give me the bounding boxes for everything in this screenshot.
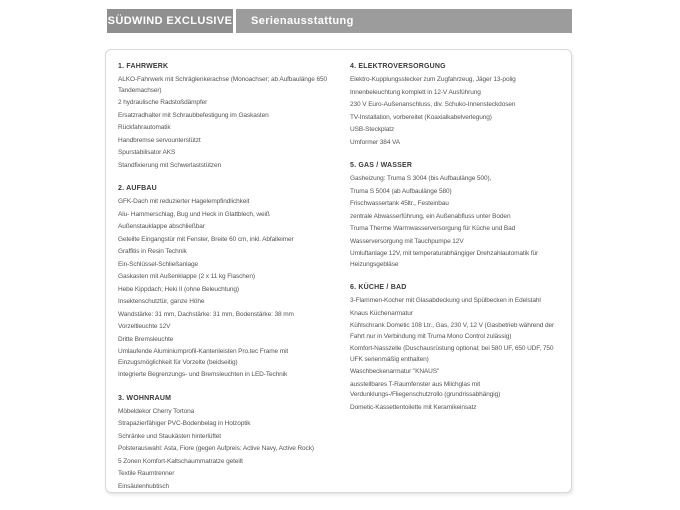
title-bar bbox=[107, 9, 572, 33]
feature-item: Truma Therme Warmwasserversorgung für Küche und Bad bbox=[350, 225, 516, 232]
right-column bbox=[350, 63, 559, 482]
feature-item: ALKO-Fahrwerk mit Schräglenkerachse (Monoachser; ab Aufbaulänge 650 Tandemachser) bbox=[118, 76, 328, 94]
feature-item: Graffitis in Resin Technik bbox=[118, 248, 187, 255]
feature-item: Möbeldekor Cherry Tortona bbox=[118, 407, 195, 415]
feature-item: Spurstabilisator AKS bbox=[118, 149, 176, 156]
page-title: Serienausstattung bbox=[236, 9, 572, 33]
section-heading: 4. ELEKTROVERSORGUNG bbox=[350, 63, 446, 70]
feature-item: Truma S 5004 (ab Aufbaulänge 580) bbox=[350, 187, 452, 195]
spec-section bbox=[118, 395, 342, 495]
feature-item: Komfort-Nasszelle (Duschausrüstung optional; bei 580 UF, 650 UDF, 750 UFK serienmäßig enthalten) bbox=[350, 345, 554, 363]
equipment-list-panel bbox=[105, 49, 572, 493]
feature-item: Einsäulenhubtisch bbox=[118, 482, 170, 490]
feature-item: Frischwassertank 45ltr., Festeinbau bbox=[350, 200, 449, 207]
section-heading: 1. FAHRWERK bbox=[118, 63, 169, 70]
feature-item: Waschbeckenarmatur "KNAUS" bbox=[350, 368, 440, 375]
feature-item: Textile Raumtrenner bbox=[118, 470, 175, 477]
feature-item: Integrierte Begrenzungs- und Bremsleuchten in LED-Technik bbox=[118, 371, 288, 378]
feature-item: zentrale Abwasserführung, ein Außenabfluss unter Boden bbox=[350, 212, 511, 220]
feature-item: Strapazierfähiger PVC-Bodenbelag in Holzoptik bbox=[118, 420, 251, 427]
spec-section bbox=[118, 185, 342, 383]
feature-item: Gaskasten mit Außenklappe (2 x 11 kg Flaschen) bbox=[118, 273, 255, 280]
model-title: SÜDWIND EXCLUSIVE bbox=[107, 9, 233, 33]
feature-item: Gasheizung: Truma S 3004 (bis Aufbaulänge 500), bbox=[350, 175, 492, 182]
spec-section bbox=[350, 284, 559, 415]
section-heading: 2. AUFBAU bbox=[118, 185, 157, 192]
feature-item: 230 V Euro-Außenanschluss, div. Schuko-Innensteckdosen bbox=[350, 101, 516, 108]
feature-item: TV-Installation, vorbereitet (Koaxialkabelverlegung) bbox=[350, 113, 492, 121]
spec-section bbox=[118, 63, 342, 173]
feature-item: Wasserversorgung mit Tauchpumpe 12V bbox=[350, 237, 464, 245]
feature-item: Dometic-Kassettentoilette mit Keramikeinsatz bbox=[350, 403, 477, 411]
feature-item: Standfixierung mit Schwerlaststützen bbox=[118, 161, 221, 169]
spec-section bbox=[350, 63, 559, 150]
feature-item: Elektro-Kupplungsstecker zum Zugfahrzeug, Jäger 13-polig bbox=[350, 76, 516, 83]
feature-item: Rückfahrautomatik bbox=[118, 124, 171, 131]
feature-item: Handbremse servounterstützt bbox=[118, 136, 201, 144]
feature-item: Außenstauklappe abschließbar bbox=[118, 223, 205, 230]
feature-item: 2 hydraulische Radstoßdämpfer bbox=[118, 99, 208, 106]
feature-item: Ein-Schlüssel-Schließanlage bbox=[118, 260, 199, 268]
section-heading: 3. WOHNRAUM bbox=[118, 394, 172, 402]
section-heading: 5. GAS / WASSER bbox=[350, 162, 413, 169]
feature-item: Knaus Küchenarmatur bbox=[350, 309, 413, 317]
left-column bbox=[118, 63, 350, 490]
feature-item: ausstellbares T-Raumfenster aus Milchglas mit Verdunklungs-/Fliegenschutzrollo (grundrissabhängig) bbox=[350, 380, 501, 398]
feature-item: Alu- Hammerschlag, Bug und Heck in Glattblech, weiß bbox=[118, 210, 270, 218]
feature-item: Hebe Kippdach; Heki II (ohne Beleuchtung) bbox=[118, 285, 239, 293]
feature-item: Vorzeltleuchte 12V bbox=[118, 323, 171, 330]
feature-item: Insektenschutztür, ganze Höhe bbox=[118, 298, 205, 305]
feature-item: 3-Flammen-Kocher mit Glasabdeckung und Spülbecken in Edelstahl bbox=[350, 297, 541, 304]
feature-item: Dritte Bremsleuchte bbox=[118, 335, 174, 343]
feature-item: Wandstärke: 31 mm, Dachstärke: 31 mm, Bodenstärke: 38 mm bbox=[118, 310, 294, 318]
feature-item: USB-Steckplatz bbox=[350, 126, 395, 133]
feature-item: Kühlschrank Dometic 108 Ltr., Gas, 230 V, 12 V (Gasbetrieb während der Fahrt nur in Verbindung mit Truma Mono Control zulässig) bbox=[350, 322, 555, 340]
feature-item: 5 Zonen Komfort-Kaltschaummatratze geteilt bbox=[118, 457, 243, 465]
feature-item: Geteilte Eingangstür mit Fenster, Breite 60 cm, inkl. Abfalleimer bbox=[118, 235, 294, 243]
feature-item: Umformer 384 VA bbox=[350, 138, 401, 146]
spec-section bbox=[350, 162, 559, 272]
feature-item: Schränke und Staukästen hinterlüftet bbox=[118, 432, 221, 440]
feature-item: Umlaufende Aluminiumprofil-Kantenleisten Pro.tec Frame mit Einzugsmöglichkeit für Vorzelte (beidseitig) bbox=[118, 348, 289, 366]
feature-item: Umluftanlage 12V, mit temperaturabhängiger Drehzahlautomatik für Heizungsgebläse bbox=[350, 250, 539, 268]
feature-item: Ersatzradhalter mit Schraubbefestigung im Gaskasten bbox=[118, 111, 269, 119]
feature-item: GFK-Dach mit reduzierter Hagelempfindlichkeit bbox=[118, 198, 250, 205]
feature-item: Polsterauswahl: Asta, Fiore (gegen Aufpreis: Active Navy, Active Rock) bbox=[118, 445, 314, 452]
section-heading: 6. KÜCHE / BAD bbox=[350, 284, 407, 291]
feature-item: Innenbeleuchtung komplett in 12-V Ausführung bbox=[350, 88, 481, 96]
